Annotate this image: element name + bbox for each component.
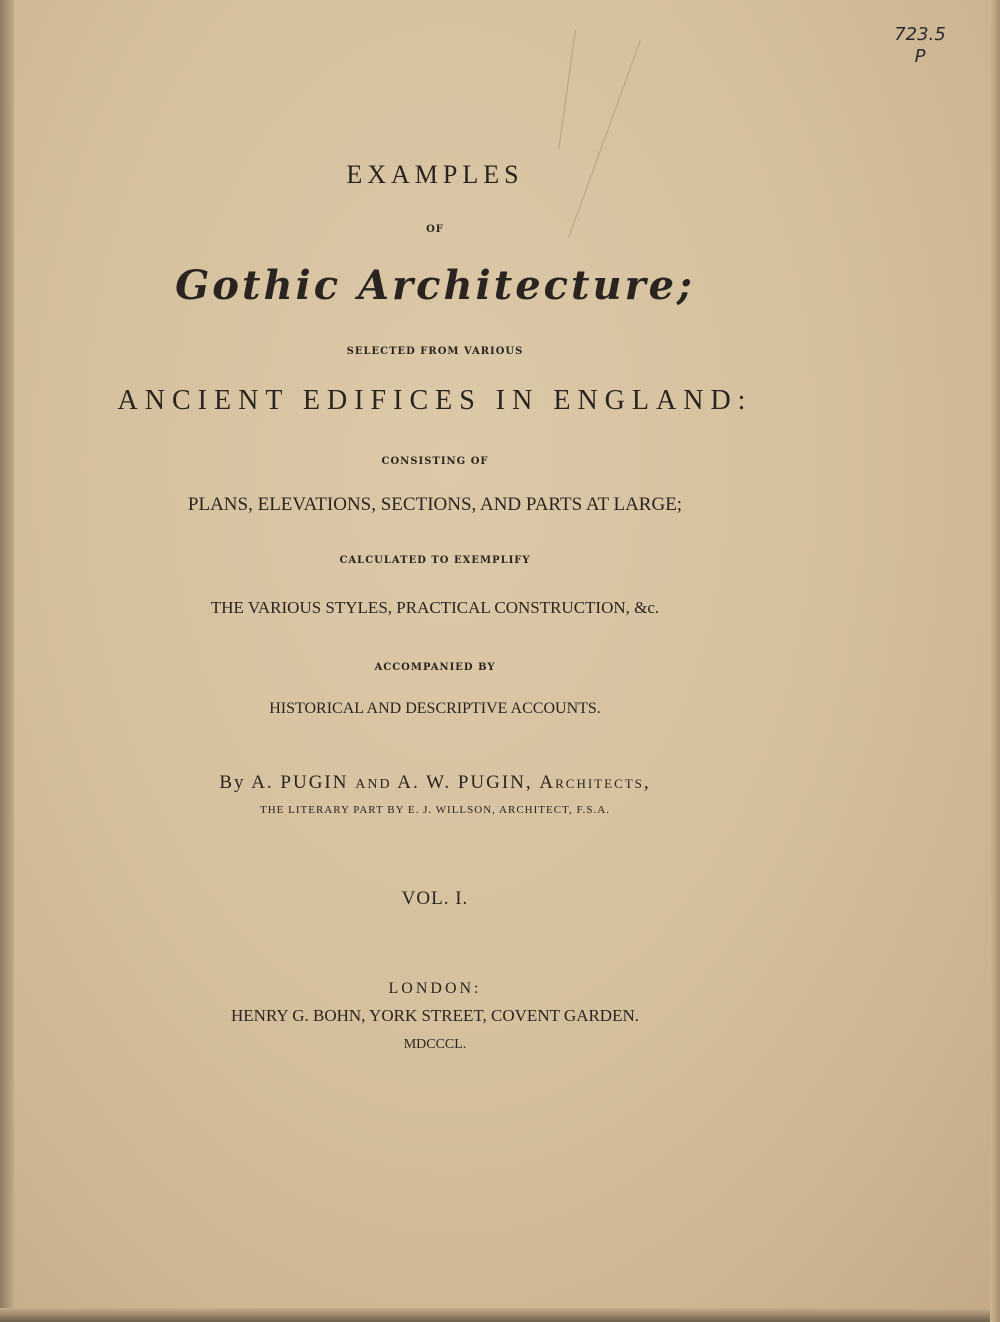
imprint-year: MDCCCL.	[403, 1037, 467, 1052]
title-plans: PLANS, ELEVATIONS, SECTIONS, AND PARTS AT LARGE;	[187, 494, 683, 515]
title-ancient-edifices: ANCIENT EDIFICES IN ENGLAND:	[117, 385, 753, 416]
handwritten-shelfmark	[880, 24, 960, 68]
paper-crease	[568, 40, 641, 238]
literary-credit: THE LITERARY PART BY E. J. WILLSON, ARCHITECT, F.S.A.	[259, 804, 610, 816]
volume-number: VOL. I.	[401, 888, 469, 909]
subtitle-accompanied: ACCOMPANIED BY	[374, 662, 496, 673]
imprint-publisher: HENRY G. BOHN, YORK STREET, COVENT GARDEN.	[231, 1006, 639, 1025]
paper-crease	[558, 30, 576, 149]
shelfmark-number: 723.5	[894, 24, 946, 45]
subtitle-calculated: CALCULATED TO EXEMPLIFY	[339, 555, 531, 566]
author-aw-pugin: A. W. PUGIN,	[397, 772, 533, 793]
title-various-styles: THE VARIOUS STYLES, PRACTICAL CONSTRUCTION, &c.	[210, 598, 660, 617]
shelfmark-letter: P	[914, 46, 926, 67]
byline-by: By	[219, 772, 246, 793]
author-role: Architects,	[539, 772, 651, 793]
byline-and: AND	[355, 777, 392, 792]
page-bottom-edge	[0, 1308, 1000, 1322]
subtitle-selected: SELECTED FROM VARIOUS	[346, 346, 524, 357]
title-examples: EXAMPLES	[346, 160, 524, 189]
title-historical: HISTORICAL AND DESCRIPTIVE ACCOUNTS.	[269, 700, 601, 717]
title-gothic-architecture: Gothic Architecture;	[175, 262, 695, 309]
imprint-city: LONDON:	[388, 980, 482, 997]
subtitle-consisting: CONSISTING OF	[381, 456, 489, 467]
title-of: OF	[426, 224, 444, 235]
author-byline	[0, 772, 870, 794]
author-a-pugin: A. PUGIN	[251, 772, 349, 793]
